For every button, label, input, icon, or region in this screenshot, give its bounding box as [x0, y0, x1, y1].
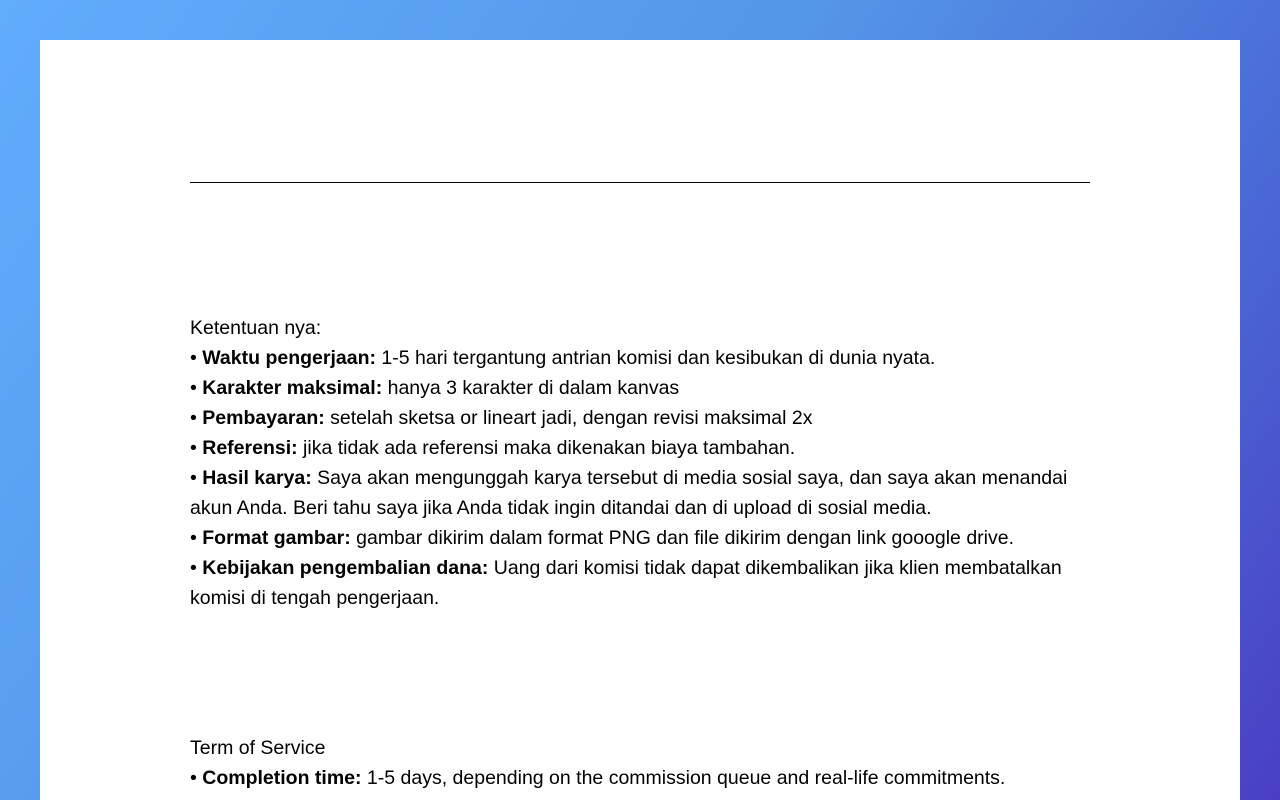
terms-item-label: Kebijakan pengembalian dana: — [202, 557, 489, 579]
terms-item-text: hanya 3 karakter di dalam kanvas — [387, 377, 680, 399]
terms-item-text: jika tidak ada referensi maka dikenakan biaya tambahan. — [303, 437, 796, 459]
terms-item-text: Uang dari komisi tidak dapat dikembalikan jika klien membatalkan komisi di tengah pengerjaan. — [190, 557, 1062, 609]
terms-item-label: Format gambar: — [202, 527, 351, 549]
terms-item-text: 1-5 hari tergantung antrian komisi dan kesibukan di dunia nyata. — [381, 347, 936, 369]
terms-item-text: Saya akan mengunggah karya tersebut di media sosial saya, dan saya akan menandai akun Anda. Beri tahu saya jika Anda tidak ingin ditandai dan di upload di sosial media. — [190, 467, 1068, 519]
terms-item: • Referensi: jika tidak ada referensi maka dikenakan biaya tambahan. — [190, 437, 796, 459]
terms-item: • Format gambar: gambar dikirim dalam format PNG dan file dikirim dengan link gooogle drive. — [190, 527, 1015, 549]
terms-item-text: setelah sketsa or lineart jadi, dengan revisi maksimal 2x — [330, 407, 813, 429]
terms-section-indonesian — [190, 313, 1090, 613]
terms-item-label: Referensi: — [202, 437, 298, 459]
terms-item-text: gambar dikirim dalam format PNG dan file dikirim dengan link gooogle drive. — [356, 527, 1015, 549]
terms-heading: Ketentuan nya: — [190, 317, 322, 339]
horizontal-divider — [190, 182, 1090, 183]
terms-item: • Waktu pengerjaan: 1-5 hari tergantung antrian komisi dan kesibukan di dunia nyata. — [190, 347, 936, 369]
terms-item-label: Hasil karya: — [202, 467, 312, 489]
terms-item-label: Waktu pengerjaan: — [202, 347, 376, 369]
terms-heading: Term of Service — [190, 737, 326, 759]
terms-item: • Kebijakan pengembalian dana: Uang dari komisi tidak dapat dikembalikan jika klien membatalkan komisi di tengah pengerjaan. — [190, 557, 1062, 609]
terms-item: • Completion time: 1-5 days, depending on the commission queue and real-life commitments. — [190, 767, 1006, 789]
terms-item: • Pembayaran: setelah sketsa or lineart jadi, dengan revisi maksimal 2x — [190, 407, 813, 429]
terms-section-english — [190, 733, 1090, 793]
terms-item-label: Karakter maksimal: — [202, 377, 383, 399]
terms-item-label: Completion time: — [202, 767, 362, 789]
document-page — [40, 40, 1240, 800]
terms-item: • Hasil karya: Saya akan mengunggah karya tersebut di media sosial saya, dan saya akan menandai akun Anda. Beri tahu saya jika Anda tidak ingin ditandai dan di upload di sosial media. — [190, 467, 1068, 519]
terms-item: • Karakter maksimal: hanya 3 karakter di dalam kanvas — [190, 377, 680, 399]
terms-item-label: Pembayaran: — [202, 407, 325, 429]
terms-item-text: 1-5 days, depending on the commission queue and real-life commitments. — [366, 767, 1006, 789]
